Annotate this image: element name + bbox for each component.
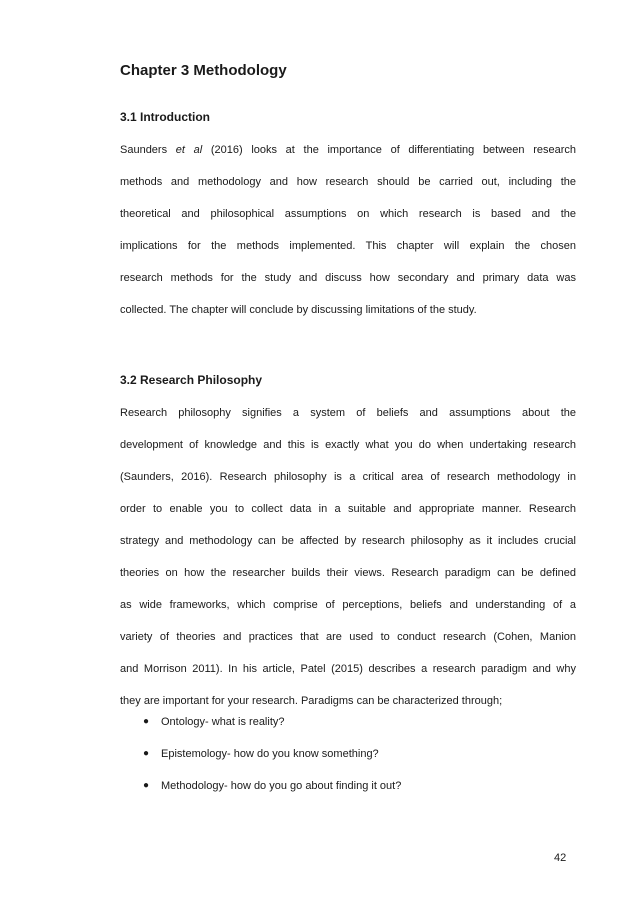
section-heading-introduction: 3.1 Introduction xyxy=(120,110,210,124)
list-item-text: Methodology- how do you go about finding it out? xyxy=(161,780,402,792)
list-item-text: Epistemology- how do you know something? xyxy=(161,748,379,760)
paragraph-line: theoretical and philosophical assumptions on which research is based and the xyxy=(120,208,576,220)
paragraph-line: Saunders et al (2016) looks at the importance of differentiating between research xyxy=(120,144,576,156)
section-heading-research-philosophy: 3.2 Research Philosophy xyxy=(120,373,263,387)
paragraph-line: Research philosophy signifies a system of beliefs and assumptions about the xyxy=(120,407,576,419)
paragraph-line: research methods for the study and discuss how secondary and primary data was xyxy=(120,272,576,284)
bullet-icon: ● xyxy=(143,716,150,727)
paragraph-line: methods and methodology and how research should be carried out, including the xyxy=(120,176,576,188)
research-philosophy-paragraph xyxy=(120,405,576,725)
list-item xyxy=(143,714,401,746)
paragraph-line: variety of theories and practices that are used to conduct research (Cohen, Manion xyxy=(120,631,576,643)
paragraph-line: strategy and methodology can be affected by research philosophy as it includes crucial xyxy=(120,535,576,547)
paragraph-line: development of knowledge and this is exactly what you do when undertaking research xyxy=(120,439,576,451)
bullet-list xyxy=(143,714,401,810)
page-number: 42 xyxy=(554,852,567,864)
chapter-title: Chapter 3 Methodology xyxy=(120,62,287,79)
bullet-icon: ● xyxy=(143,780,150,791)
paragraph-line: collected. The chapter will conclude by discussing limitations of the study. xyxy=(120,304,477,316)
paragraph-line: as wide frameworks, which comprise of perceptions, beliefs and understanding of a xyxy=(120,599,576,611)
paragraph-line: implications for the methods implemented. This chapter will explain the chosen xyxy=(120,240,576,252)
list-item xyxy=(143,746,401,778)
paragraph-line: and Morrison 2011). In his article, Patel (2015) describes a research paradigm and why xyxy=(120,663,576,675)
paragraph-line: theories on how the researcher builds their views. Research paradigm can be defined xyxy=(120,567,576,579)
introduction-paragraph xyxy=(120,142,576,334)
paragraph-line: they are important for your research. Paradigms can be characterized through; xyxy=(120,695,503,707)
list-item xyxy=(143,778,401,810)
list-item-text: Ontology- what is reality? xyxy=(161,716,285,728)
bullet-icon: ● xyxy=(143,748,150,759)
paragraph-line: (Saunders, 2016). Research philosophy is a critical area of research methodology in xyxy=(120,471,576,483)
paragraph-line: order to enable you to collect data in a suitable and appropriate manner. Research xyxy=(120,503,576,515)
